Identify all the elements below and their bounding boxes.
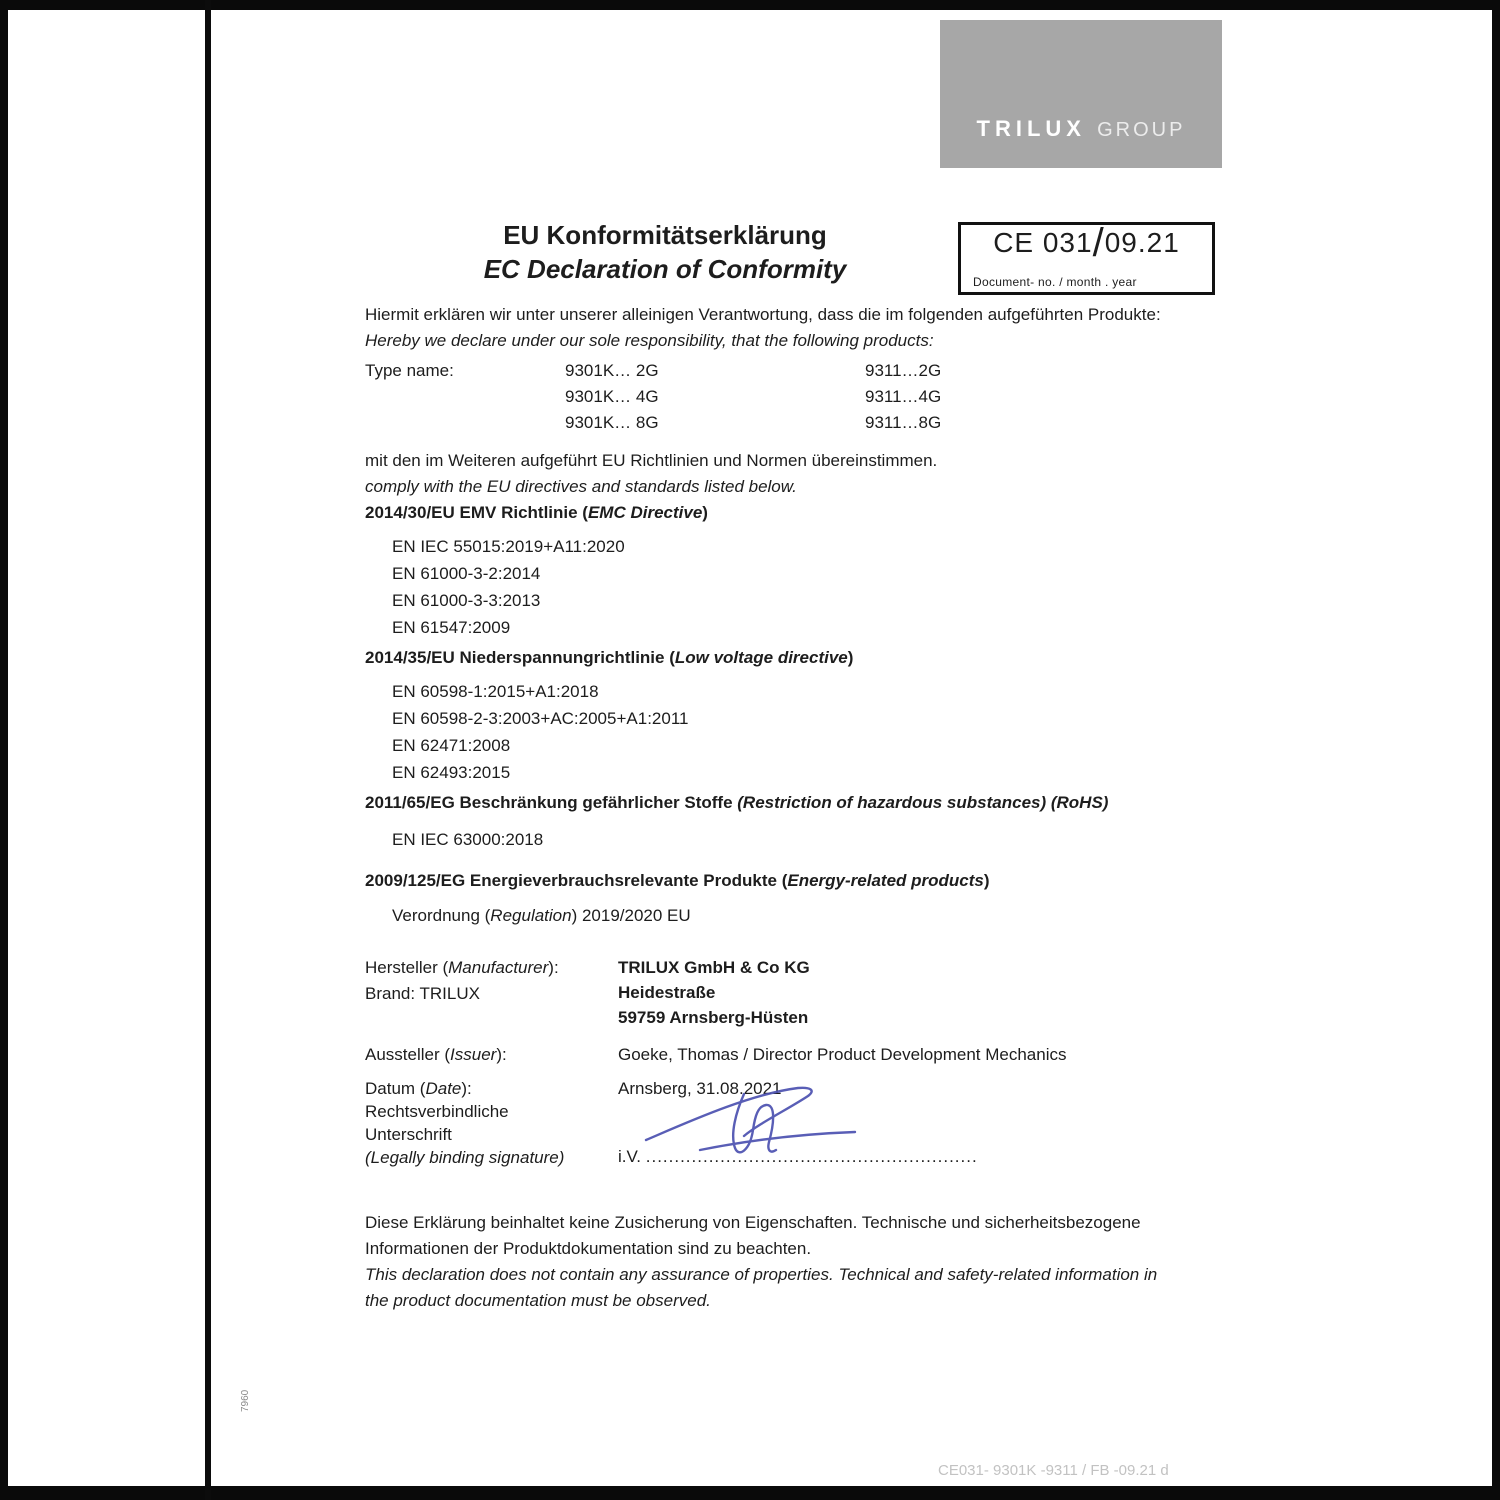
disclaimer-german-1: Diese Erklärung beinhaltet keine Zusicherung von Eigenschaften. Technische und sicherheitsbezogene — [365, 1213, 1141, 1232]
type-item: 9311…2G — [865, 361, 942, 380]
ce-document-number — [961, 221, 1212, 265]
frame-top — [0, 0, 1500, 10]
intro-paragraph — [365, 302, 1161, 354]
heading-italic: (Restriction of hazardous substances) (RoHS) — [737, 793, 1109, 812]
frame-left — [0, 0, 8, 1500]
issuer-value: Goeke, Thomas / Director Product Development Mechanics — [618, 1045, 1067, 1064]
date-value: Arnsberg, 31.08.2021 — [618, 1079, 782, 1098]
type-item: 9301K… 8G — [565, 413, 659, 432]
heading-italic: Energy-related products — [787, 871, 984, 890]
brand-line: Brand: TRILUX — [365, 984, 480, 1003]
manufacturer-city: 59759 Arnsberg-Hüsten — [618, 1008, 809, 1027]
heading-text: 2014/30/EU EMV Richtlinie ( — [365, 503, 588, 522]
label-italic: Date — [425, 1079, 462, 1098]
ce-number-box — [958, 222, 1215, 295]
comply-german: mit den im Weiteren aufgeführt EU Richtlinien und Normen übereinstimmen. — [365, 451, 938, 470]
section-heading-rohs — [365, 790, 1108, 816]
frame-bottom — [0, 1486, 1500, 1500]
frame-right — [1492, 0, 1500, 1500]
signature-label-de2: Unterschrift — [365, 1125, 452, 1144]
label-italic: Manufacturer — [448, 958, 549, 977]
manufacturer-address — [618, 955, 810, 1030]
signature-label-block — [365, 1100, 564, 1169]
standards-list-low-voltage — [392, 678, 688, 786]
manufacturer-label — [365, 955, 559, 981]
manufacturer-label-block — [365, 955, 559, 1007]
section-heading-emc — [365, 500, 708, 526]
logo-trilux-text: TRILUX — [976, 116, 1086, 141]
disclaimer-english-2: the product documentation must be observed. — [365, 1291, 711, 1310]
heading-italic: Low voltage directive — [674, 648, 848, 667]
type-name-column-1 — [565, 358, 659, 436]
heading-text: 2011/65/EG Beschränkung gefährlicher Stoffe — [365, 793, 738, 812]
disclaimer-german-2: Informationen der Produktdokumentation sind zu beachten. — [365, 1239, 812, 1258]
regulation-italic: Regulation — [490, 906, 572, 925]
title-german: EU Konformitätserklärung — [503, 220, 827, 250]
regulation-text: ) 2019/2020 EU — [571, 906, 691, 925]
signature-label-de1: Rechtsverbindliche — [365, 1102, 509, 1121]
section-heading-low-voltage — [365, 645, 853, 671]
ce-box-caption: Document- no. / month . year — [973, 275, 1137, 289]
signature-label-en: (Legally binding signature) — [365, 1148, 565, 1167]
standard-item: EN 60598-2-3:2003+AC:2005+A1:2011 — [392, 709, 689, 728]
type-item: 9311…4G — [865, 387, 942, 406]
standard-item: EN 62493:2015 — [392, 763, 511, 782]
footer-disclaimer — [365, 1210, 1157, 1314]
standard-item: EN 62471:2008 — [392, 736, 511, 755]
standard-item: EN 61000-3-3:2013 — [392, 591, 541, 610]
label-text: ): — [548, 958, 559, 977]
standard-item: EN 61000-3-2:2014 — [392, 564, 541, 583]
logo-group-text: GROUP — [1097, 119, 1186, 141]
label-text: ): — [496, 1045, 507, 1064]
type-name-label: Type name: — [365, 361, 454, 380]
document-reference-code: CE031- 9301K -9311 / FB -09.21 d — [938, 1462, 1169, 1479]
heading-italic: EMC Directive — [587, 503, 703, 522]
type-item: 9301K… 2G — [565, 361, 659, 380]
heading-text: 2014/35/EU Niederspannungrichtlinie ( — [365, 648, 675, 667]
disclaimer-english-1: This declaration does not contain any assurance of properties. Technical and safety-related information in — [365, 1265, 1158, 1284]
trilux-logo — [940, 116, 1222, 142]
section-heading-erp — [365, 868, 990, 894]
iv-label: i.V. — [618, 1147, 642, 1166]
label-text: Aussteller ( — [365, 1045, 451, 1064]
manufacturer-street: Heidestraße — [618, 983, 716, 1002]
signature-dotted-line: .......................................................... — [645, 1147, 978, 1166]
date-label — [365, 1076, 472, 1102]
heading-text: ) — [847, 648, 854, 667]
ce-code-slash: / — [1092, 221, 1105, 265]
ce-code-prefix: CE 031 — [993, 227, 1093, 258]
regulation-line — [392, 902, 691, 929]
issuer-label — [365, 1042, 507, 1068]
type-item: 9311…8G — [865, 413, 942, 432]
manufacturer-name: TRILUX GmbH & Co KG — [618, 958, 810, 977]
comply-english: comply with the EU directives and standards listed below. — [365, 477, 797, 496]
type-name-column-2 — [865, 358, 941, 436]
intro-german: Hiermit erklären wir unter unserer alleinigen Verantwortung, dass die im folgenden aufgeführten Produkte: — [365, 305, 1161, 324]
standard-item: EN 60598-1:2015+A1:2018 — [392, 682, 599, 701]
standard-item: EN IEC 63000:2018 — [392, 830, 544, 849]
page-edge-line — [205, 0, 211, 1500]
heading-text: ) — [983, 871, 990, 890]
intro-english: Hereby we declare under our sole responsibility, that the following products: — [365, 331, 934, 350]
label-text: ): — [461, 1079, 472, 1098]
title-english: EC Declaration of Conformity — [483, 254, 847, 284]
label-italic: Issuer — [450, 1045, 497, 1064]
signature-scribble — [640, 1072, 920, 1164]
standards-list-rohs — [392, 826, 543, 853]
label-text: Hersteller ( — [365, 958, 449, 977]
document-title — [390, 218, 940, 286]
standard-item: EN 61547:2009 — [392, 618, 511, 637]
trilux-logo-box — [940, 20, 1222, 168]
regulation-text: Verordnung ( — [392, 906, 491, 925]
type-item: 9301K… 4G — [565, 387, 659, 406]
standards-list-emc — [392, 533, 625, 641]
ce-code-suffix: 09.21 — [1104, 227, 1180, 258]
standard-item: EN IEC 55015:2019+A11:2020 — [392, 537, 625, 556]
heading-text: 2009/125/EG Energieverbrauchsrelevante Produkte ( — [365, 871, 788, 890]
side-margin-code: 7960 — [240, 1389, 251, 1412]
heading-text: ) — [702, 503, 708, 522]
label-text: Datum ( — [365, 1079, 426, 1098]
signature-ink-icon — [640, 1072, 920, 1164]
comply-paragraph — [365, 448, 937, 500]
